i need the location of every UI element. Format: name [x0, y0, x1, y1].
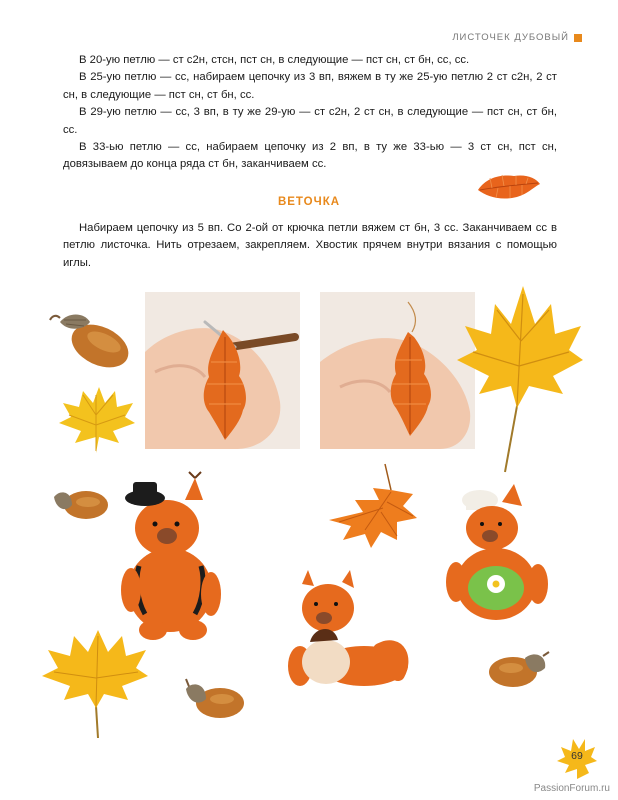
watermark: PassionForum.ru — [533, 783, 610, 794]
paragraph: Набираем цепочку из 5 вп. Со 2-ой от крючка петли вяжем ст бн, 3 сс. Заканчиваем сс в петлю листочка. Нить отрезаем, закрепляем. Хвостик прячем внутри вязания с помощью иглы. — [63, 222, 557, 269]
paragraph: В 29-ую петлю — сс, 3 вп, в ту же 29-ую — ст с2н, 2 ст сн, в следующие — пст сн, ст бн, сс. — [63, 106, 557, 136]
section-title: ВЕТОЧКА — [277, 196, 341, 208]
paragraph: В 25-ую петлю — сс, набираем цепочку из 3 вп, вяжем в ту же 25-ую петлю 2 ст с2н, 2 ст сн, в следующие — пст сн, ст бн, сс. — [63, 71, 557, 101]
paragraph: В 33-ью петлю — сс, набираем цепочку из 2 вп, в ту же 33-ью — 3 ст сн, пст сн, довязываем до конца ряда ст бн, заканчиваем сс. — [63, 141, 557, 171]
acorn-icon — [48, 308, 136, 370]
acorn-icon — [50, 485, 110, 525]
page-number: 69 — [571, 750, 583, 762]
maple-leaf-icon — [325, 460, 420, 550]
page-number-badge — [555, 737, 599, 781]
photo-leaf-with-hook — [145, 292, 300, 449]
instructions-text — [63, 52, 557, 174]
accent-square-icon — [574, 34, 582, 42]
maple-leaf-icon — [455, 286, 585, 476]
section-text — [63, 220, 557, 272]
squirrel-chef-toy — [440, 480, 550, 630]
squirrel-with-mushroom-toy — [280, 570, 410, 690]
maple-leaf-icon — [55, 385, 137, 455]
running-head — [452, 32, 582, 43]
acorn-icon — [485, 648, 551, 692]
paragraph: В 20-ую петлю — ст с2н, стсн, пст сн, в следующие — пст сн, ст бн, сс, сс. — [79, 54, 470, 66]
running-title: ЛИСТОЧЕК ДУБОВЫЙ — [452, 32, 569, 43]
acorn-icon — [180, 675, 246, 723]
squirrel-with-hat-toy — [115, 470, 230, 645]
photo-finished-leaf — [320, 292, 475, 449]
maple-leaf-icon — [38, 630, 148, 740]
